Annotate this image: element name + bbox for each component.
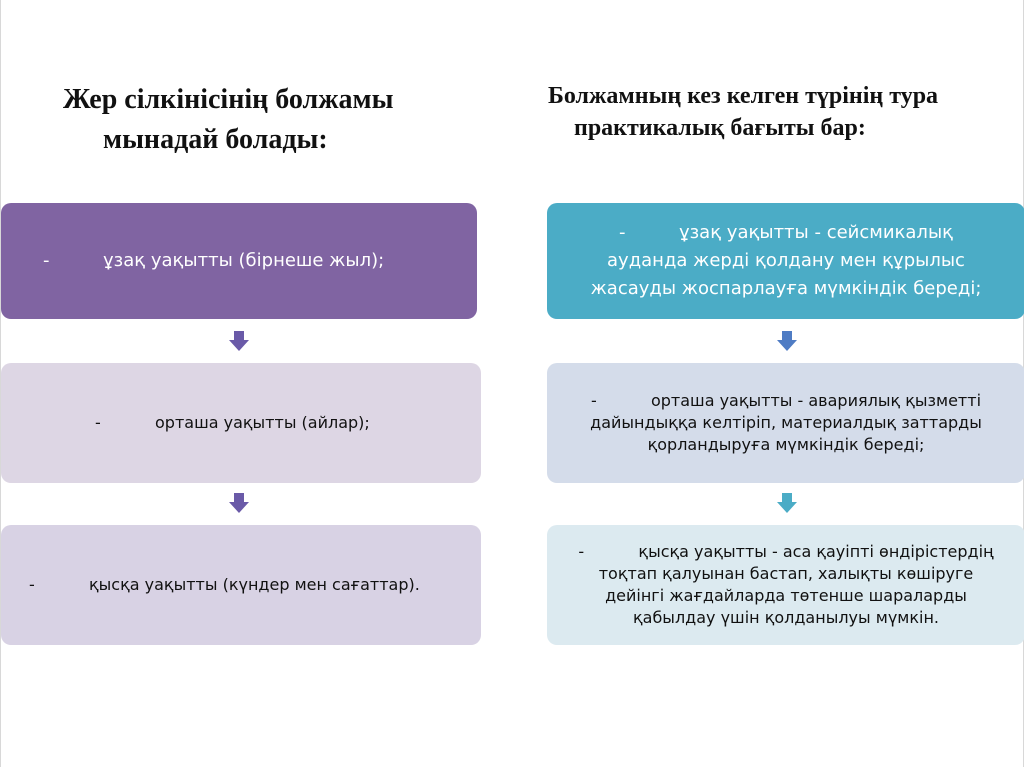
left-box-mid-term-text	[95, 412, 370, 434]
left-box-long-term-text	[43, 249, 384, 273]
right-box-short-term-line2: тоқтап қалуынан бастап, халықты көшіруге	[598, 564, 974, 583]
left-box-mid-term-label: орташа уақытты (айлар);	[155, 413, 370, 432]
bullet-dash: -	[618, 222, 626, 243]
right-heading	[548, 80, 938, 144]
bullet-dash: -	[95, 413, 101, 432]
left-heading-line1: Жер сілкінісінің болжамы	[63, 84, 394, 115]
right-box-long-term-line1	[591, 219, 982, 247]
right-box-short-term-line3: дейінгі жағдайларда төтенше шараларды	[605, 586, 967, 605]
right-box-long-term	[547, 203, 1024, 319]
left-heading-line2: мынадай болады:	[103, 124, 328, 155]
right-box-short-term-line1	[578, 541, 993, 563]
right-box-mid-term-line1-text: орташа уақытты - авариялық қызметті	[650, 391, 982, 410]
right-box-mid-term	[547, 363, 1024, 483]
right-heading-line2: практикалық бағыты бар:	[574, 115, 866, 141]
down-arrow-icon	[229, 331, 249, 351]
left-box-long-term	[1, 203, 477, 319]
left-box-short-term-label: қысқа уақытты (күндер мен сағаттар).	[89, 575, 420, 594]
right-box-long-term-text	[591, 219, 982, 303]
bullet-dash: -	[29, 575, 35, 594]
down-arrow-icon	[777, 493, 797, 513]
down-arrow-icon	[229, 493, 249, 513]
left-box-mid-term	[1, 363, 481, 483]
right-box-mid-term-line2: дайындыққа келтіріп, материалдық заттарды	[590, 413, 982, 432]
bullet-dash: -	[590, 391, 597, 410]
right-box-long-term-line3: жасауды жоспарлауға мүмкіндік береді;	[590, 278, 982, 299]
left-box-long-term-label: ұзақ уақытты (бірнеше жыл);	[103, 250, 385, 271]
down-arrow-icon	[777, 331, 797, 351]
right-box-mid-term-line1	[590, 390, 982, 412]
right-heading-line1: Болжамның кез келген түрінің тура	[548, 83, 939, 109]
right-box-long-term-line2: ауданда жерді қолдану мен құрылыс	[607, 250, 965, 271]
right-box-short-term-line1-text: қысқа уақытты - аса қауіпті өндірістердің	[638, 542, 994, 561]
right-box-long-term-line1-text: ұзақ уақытты - сейсмикалық	[678, 222, 954, 243]
right-box-short-term	[547, 525, 1024, 645]
right-box-mid-term-line3: қорландыруға мүмкіндік береді;	[647, 435, 925, 454]
right-box-short-term-text	[578, 541, 993, 629]
left-box-short-term	[1, 525, 481, 645]
bullet-dash: -	[43, 250, 50, 271]
bullet-dash: -	[578, 542, 585, 561]
right-box-short-term-line4: қабылдау үшін қолданылуы мүмкін.	[632, 608, 940, 627]
left-heading	[63, 80, 393, 160]
right-box-mid-term-text	[590, 390, 982, 456]
left-box-short-term-text	[29, 574, 420, 596]
